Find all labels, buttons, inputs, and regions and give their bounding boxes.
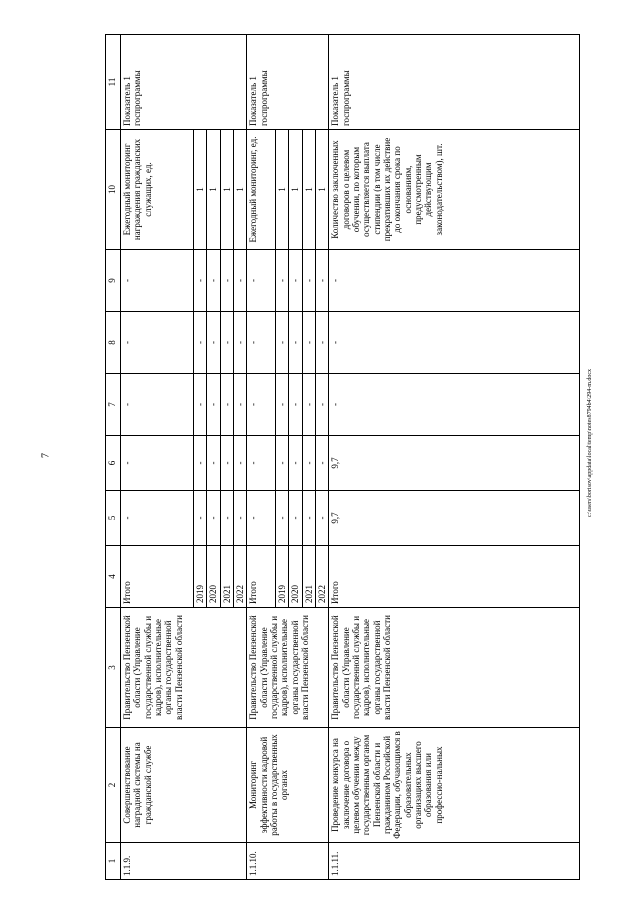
year-indicator: 1: [194, 130, 207, 250]
year-value: -: [276, 312, 289, 374]
activity-name: Совершенствование наградной системы на гражданской службе: [121, 728, 247, 843]
year-value: -: [276, 491, 289, 546]
year-value: -: [220, 374, 233, 436]
year-value: -: [207, 312, 220, 374]
year-value: -: [316, 250, 329, 312]
total-value: -: [121, 312, 194, 374]
page-number: 7: [40, 453, 52, 458]
total-value: -: [247, 436, 276, 491]
total-value: -: [247, 374, 276, 436]
year: 2019: [194, 546, 207, 608]
total-value: -: [121, 491, 194, 546]
year-value: -: [276, 374, 289, 436]
indicator: Ежегодный мониторинг, ед.: [247, 130, 276, 250]
year-value: -: [207, 491, 220, 546]
total-value: 9,7: [329, 491, 580, 546]
program-table: [105, 34, 580, 880]
row-number: 1.1.9.: [121, 843, 247, 880]
indicator: Количество заключенных договоров о целевом обучении, по которым осуществляется выплата стипендии (в том числе прекративших их действие до окончания срока по основаниям, предусмотренным действующим законодательством), шт.: [329, 130, 580, 250]
col-header: 9: [106, 250, 121, 312]
executor: Правительство Пензенской области (Управление государственной службы и кадров), исполнительные органы государственной власти Пензенской области: [247, 608, 329, 728]
year-value: -: [234, 491, 247, 546]
col-header: 6: [106, 436, 121, 491]
year-value: -: [207, 374, 220, 436]
year-value: -: [316, 312, 329, 374]
total-value: -: [121, 374, 194, 436]
year-value: -: [289, 436, 302, 491]
table-row: [329, 35, 580, 880]
col-header: 4: [106, 546, 121, 608]
year-value: -: [302, 250, 315, 312]
year: 2021: [220, 546, 233, 608]
row-number: 1.1.10.: [247, 843, 329, 880]
total-label: Итого: [329, 546, 580, 608]
year-value: -: [302, 374, 315, 436]
year-value: -: [289, 312, 302, 374]
year-indicator: 1: [302, 130, 315, 250]
target-indicator: Показатель 1 госпрограммы: [121, 35, 247, 130]
year-indicator: 1: [220, 130, 233, 250]
total-label: Итого: [121, 546, 194, 608]
col-header: 5: [106, 491, 121, 546]
year-value: -: [234, 312, 247, 374]
year-value: -: [194, 436, 207, 491]
year-value: -: [220, 436, 233, 491]
col-header: 7: [106, 374, 121, 436]
executor: Правительство Пензенской области (Управление государственной службы и кадров), исполнительные органы государственной власти Пензенской области: [121, 608, 247, 728]
year: 2020: [289, 546, 302, 608]
year-value: -: [234, 374, 247, 436]
year: 2022: [234, 546, 247, 608]
year-value: -: [289, 491, 302, 546]
year-value: -: [194, 250, 207, 312]
total-label: Итого: [247, 546, 276, 608]
year-indicator: 1: [316, 130, 329, 250]
header-row: [106, 35, 121, 880]
year-indicator: 1: [234, 130, 247, 250]
year-value: -: [207, 250, 220, 312]
col-header: 8: [106, 312, 121, 374]
target-indicator: Показатель 1 госпрограммы: [329, 35, 580, 130]
year-value: -: [220, 312, 233, 374]
col-header: 1: [106, 843, 121, 880]
col-header: 11: [106, 35, 121, 130]
year-value: -: [316, 436, 329, 491]
year-value: -: [302, 436, 315, 491]
total-value: -: [121, 250, 194, 312]
year-value: -: [194, 491, 207, 546]
year-value: -: [194, 312, 207, 374]
year: 2020: [207, 546, 220, 608]
footer-path-text: c:\users\borisov\appdata\local\temp\notes8794b4\294-m.docx: [587, 368, 593, 518]
year-value: -: [234, 436, 247, 491]
col-header: 2: [106, 728, 121, 843]
col-header: 3: [106, 608, 121, 728]
year-indicator: 1: [289, 130, 302, 250]
year-value: -: [234, 250, 247, 312]
indicator: Ежегодный мониторинг награждения гражданских служащих, ед.: [121, 130, 194, 250]
year-value: -: [276, 250, 289, 312]
total-value: -: [247, 491, 276, 546]
year-value: -: [302, 491, 315, 546]
year-indicator: 1: [207, 130, 220, 250]
year-value: -: [207, 436, 220, 491]
year-value: -: [316, 491, 329, 546]
year-value: -: [289, 250, 302, 312]
total-value: 9,7: [329, 436, 580, 491]
table-row: [247, 35, 276, 880]
executor: Правительство Пензенской области (Управление государственной службы и кадров), исполнительные органы государственной власти Пензенской области: [329, 608, 580, 728]
col-header: 10: [106, 130, 121, 250]
year-value: -: [194, 374, 207, 436]
year-value: -: [220, 250, 233, 312]
row-number: 1.1.11.: [329, 843, 580, 880]
total-value: -: [121, 436, 194, 491]
year-value: -: [276, 436, 289, 491]
year-value: -: [302, 312, 315, 374]
program-table-container: [105, 35, 580, 880]
target-indicator: Показатель 1 госпрограммы: [247, 35, 329, 130]
year-value: -: [289, 374, 302, 436]
year: 2022: [316, 546, 329, 608]
total-value: -: [329, 374, 580, 436]
total-value: -: [247, 250, 276, 312]
year: 2019: [276, 546, 289, 608]
activity-name: Проведение конкурса на заключение договора о целевом обучении между государственным органом Пензенской области и гражданином Российской Федерации, обучающимся в образовательных организациях высшего образования или профессио-нальных: [329, 728, 580, 843]
activity-name: Мониторинг эффективности кадровой работы в государственных органах: [247, 728, 329, 843]
year-indicator: 1: [276, 130, 289, 250]
table-row: [121, 35, 194, 880]
year: 2021: [302, 546, 315, 608]
total-value: -: [247, 312, 276, 374]
total-value: -: [329, 312, 580, 374]
year-value: -: [220, 491, 233, 546]
year-value: -: [316, 374, 329, 436]
total-value: -: [329, 250, 580, 312]
